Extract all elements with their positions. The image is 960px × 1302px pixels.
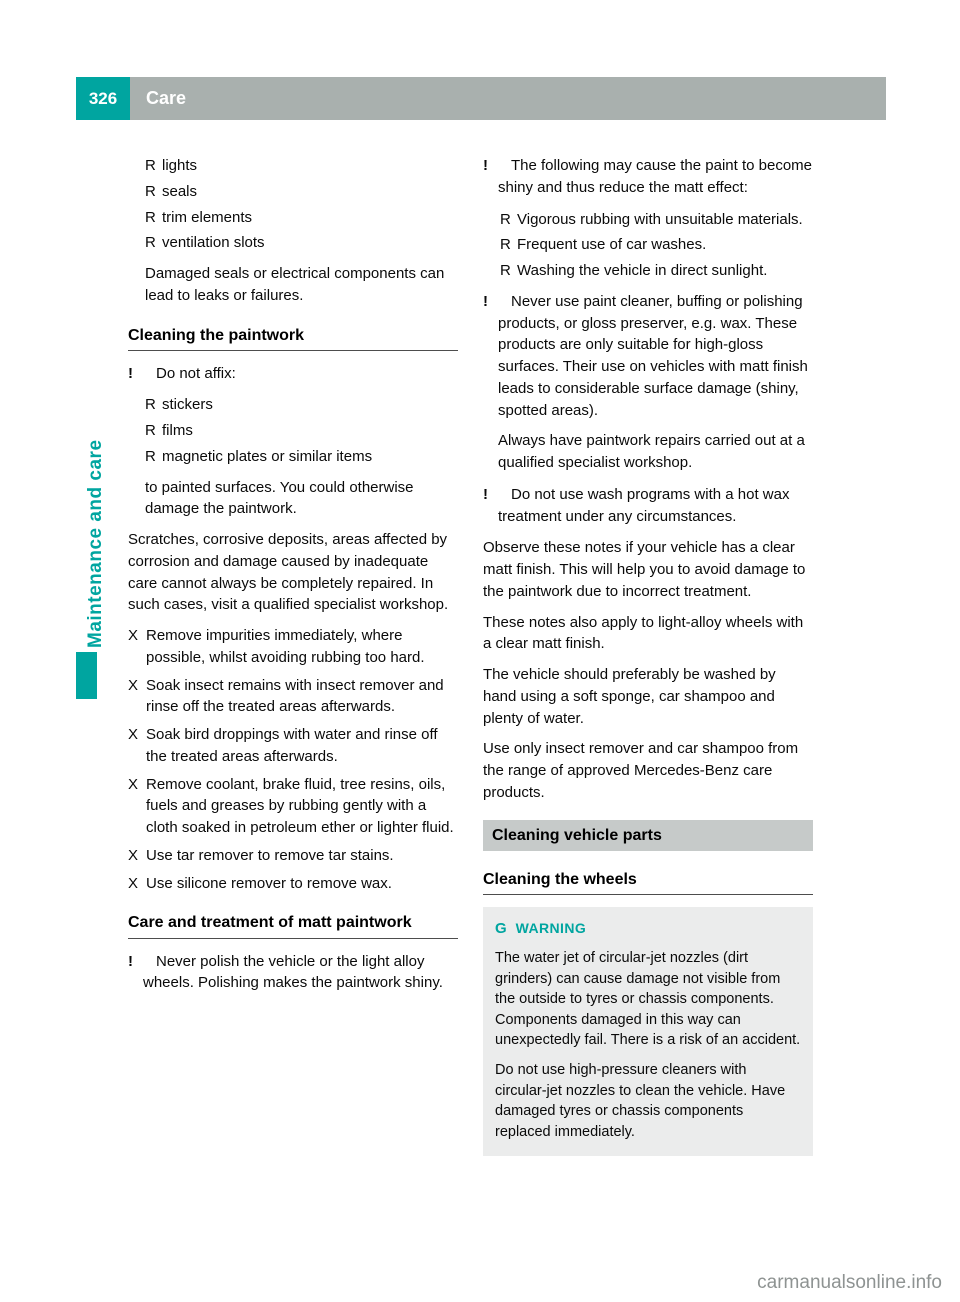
list-item (500, 234, 813, 256)
bullet-icon: R (500, 236, 511, 254)
step-text: Remove impurities immediately, where possible, whilst avoiding rubbing too hard. (146, 627, 425, 666)
paragraph: Observe these notes if your vehicle has a clear matt finish. This will help you to avoid damage to the paintwork due to incorrect treatment. (483, 539, 806, 600)
list-item-text: lights (162, 157, 198, 174)
page-number-box (76, 77, 130, 120)
bullet-icon: R (145, 447, 156, 465)
note-icon: ! (483, 485, 488, 503)
list-item (145, 155, 458, 177)
list-item-text: magnetic plates or similar items (162, 447, 373, 465)
paragraph: Damaged seals or electrical components can lead to leaks or failures. (145, 265, 445, 304)
step-item (128, 873, 458, 895)
step-item (128, 675, 458, 719)
list-item-text: Frequent use of car washes. (517, 236, 707, 254)
step-arrow-icon: X (128, 726, 139, 744)
list-item-text: stickers (162, 396, 213, 414)
bullet-icon: R (145, 157, 156, 174)
list-item-text: seals (162, 182, 198, 200)
list-item (145, 181, 458, 203)
section-heading-cleaning-wheels: Cleaning the wheels (483, 868, 813, 895)
bullet-icon: R (145, 234, 156, 252)
page-header (76, 77, 886, 120)
step-item (128, 774, 458, 839)
list-item (145, 394, 458, 416)
note-text: Always have paintwork repairs carried out at a qualified specialist workshop. (498, 432, 805, 471)
note-block (128, 951, 458, 995)
list-item (145, 446, 458, 468)
step-arrow-icon: X (128, 627, 139, 645)
page-number: 326 (88, 88, 118, 108)
section-heading-matt-paintwork: Care and treatment of matt paintwork (128, 911, 458, 938)
paragraph: Scratches, corrosive deposits, areas affected by corrosion and damage caused by inadequate care cannot always be completely repaired. In such cases, visit a qualified specialist workshop. (128, 531, 449, 614)
step-text: Use silicone remover to remove wax. (146, 874, 392, 892)
bullet-icon: R (145, 182, 156, 200)
note-icon: ! (483, 157, 488, 174)
list-item (500, 209, 813, 231)
chapter-title-bar (130, 77, 886, 120)
section-heading-cleaning-paintwork: Cleaning the paintwork (128, 324, 458, 351)
list-item (145, 232, 458, 254)
bullet-icon: R (145, 422, 156, 440)
list-item-text: Washing the vehicle in direct sunlight. (517, 262, 768, 279)
note-block (483, 291, 813, 474)
note-block (128, 363, 458, 385)
step-arrow-icon: X (128, 775, 139, 793)
paragraph: The vehicle should preferably be washed by hand using a soft sponge, car shampoo and plenty of water. (483, 666, 776, 727)
list-item-text: Vigorous rubbing with unsuitable materials. (517, 210, 803, 228)
paragraph: Use only insect remover and car shampoo from the range of approved Mercedes-Benz care products. (483, 740, 799, 801)
step-arrow-icon: X (128, 846, 139, 864)
matt-effect-causes-list (483, 209, 813, 282)
paragraph: These notes also apply to light-alloy wheels with a clear matt finish. (483, 613, 804, 653)
do-not-affix-list (128, 394, 458, 467)
section-bar-cleaning-vehicle-parts: Cleaning vehicle parts (483, 820, 813, 851)
procedure-steps (128, 625, 458, 894)
warning-triangle-icon: G (495, 919, 507, 937)
note-text: Do not affix: (156, 364, 236, 382)
step-arrow-icon: X (128, 676, 139, 694)
chapter-title: Care (146, 88, 187, 108)
note-text: Never polish the vehicle or the light alloy wheels. Polishing makes the paintwork shiny. (143, 952, 443, 992)
note-text: Never use paint cleaner, buffing or polishing products, or gloss preserver, e.g. wax. These products are only suitable for high-gloss surfaces. Their use on vehicles with matt finish leads to considerable surface damage (shiny, spotted areas). (498, 292, 808, 419)
bullet-icon: R (145, 208, 156, 226)
warning-label: WARNING (515, 919, 587, 936)
watermark: carmanualsonline.info (757, 1272, 942, 1293)
list-item-text: trim elements (162, 208, 253, 226)
step-text: Remove coolant, brake fluid, tree resins, oils, fuels and greases by rubbing gently with a cloth soaked in petroleum ether or lighter fluid. (146, 775, 454, 837)
warning-text: The water jet of circular-jet nozzles (dirt grinders) can cause damage not visible from the outside to tyres or chassis components. Components damaged in this way can unexpectedly fail. There is a risk of an accident. (495, 950, 801, 1049)
sidebar-chapter-label: Maintenance and care (85, 439, 106, 648)
sidebar-tab-marker (76, 652, 97, 699)
note-icon: ! (483, 292, 488, 310)
note-icon: ! (128, 952, 133, 970)
bullet-icon: R (500, 262, 511, 279)
list-item (145, 207, 458, 229)
list-item (500, 260, 813, 282)
step-item (128, 724, 458, 768)
paragraph: to painted surfaces. You could otherwise damage the paintwork. (145, 478, 414, 518)
step-text: Use tar remover to remove tar stains. (146, 846, 394, 864)
note-icon: ! (128, 364, 133, 382)
note-block (483, 484, 813, 528)
step-text: Soak bird droppings with water and rinse off the treated areas afterwards. (146, 726, 438, 765)
bullet-icon: R (500, 210, 511, 228)
step-text: Soak insect remains with insect remover and rinse off the treated areas afterwards. (146, 676, 444, 716)
list-item-text: films (162, 422, 193, 440)
warning-text: Do not use high-pressure cleaners with circular-jet nozzles to clean the vehicle. Have damaged tyres or chassis components replaced immediately. (495, 1062, 786, 1140)
warning-header (495, 918, 801, 939)
list-item (145, 420, 458, 442)
bullet-icon: R (145, 396, 156, 414)
list-item-text: ventilation slots (162, 234, 265, 252)
note-text: Do not use wash programs with a hot wax treatment under any circumstances. (498, 485, 790, 525)
step-item (128, 625, 458, 669)
right-column (483, 155, 813, 1156)
left-column (128, 155, 458, 1004)
step-item (128, 845, 458, 867)
component-list (128, 155, 458, 254)
warning-box (483, 907, 813, 1157)
note-text: The following may cause the paint to become shiny and thus reduce the matt effect: (498, 157, 813, 196)
step-arrow-icon: X (128, 874, 139, 892)
note-block (483, 155, 813, 199)
